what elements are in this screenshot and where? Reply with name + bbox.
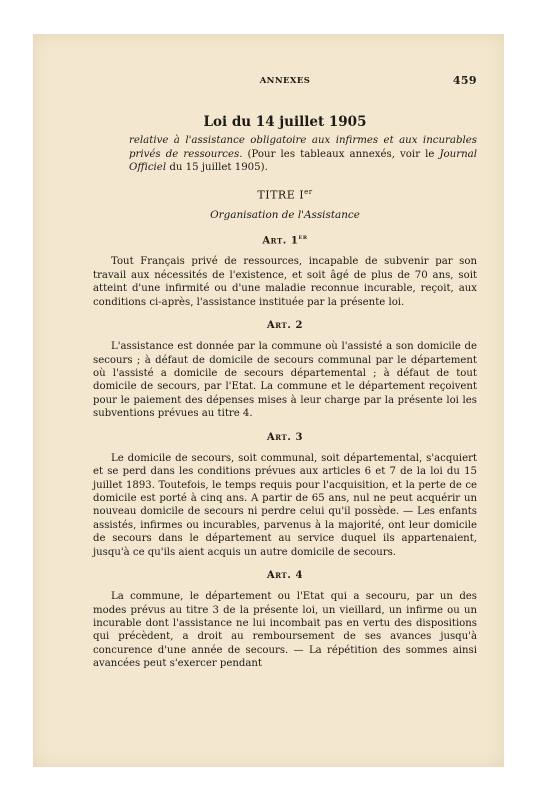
article-4-label: Art. 4	[266, 570, 304, 582]
running-head-section: ANNEXES	[259, 76, 311, 86]
article-1-heading	[93, 230, 477, 248]
page-content	[93, 76, 477, 681]
article-3-label: Art. 3	[266, 431, 304, 443]
article-1-label-sup: er	[298, 233, 308, 242]
subtitle-italic: relative à l'assistance obligatoire aux infirmes et aux incurables privés de ressources.	[129, 135, 477, 160]
titre-label-text: TITRE I	[257, 188, 305, 202]
book-page	[33, 34, 504, 767]
article-1-text: Tout Français privé de ressources, incapable de subvenir par son travail aux nécessités de l'existence, et soit âgé de plus de 70 ans, soit atteint d'une infirmité ou d'une maladie reconnue incurable, reçoit, aux conditions ci-après, l'assistance instituée par la présente loi.	[93, 256, 477, 308]
article-4-text: La commune, le département ou l'Etat qui a secouru, par un des modes prévus au titre 3 de la présente loi, un vieillard, un infirme ou un incurable dont l'assistance ne lui incombait pas en vertu des dispositions qui précèdent, a droit au remboursement de ses avances jusqu'à concurence d'une année de secours. — La répétition des sommes ainsi avancées peut s'exercer pendant	[93, 591, 477, 670]
titre-label	[93, 185, 477, 203]
running-head	[93, 76, 477, 92]
titre-heading: Organisation de l'Assistance	[210, 209, 360, 222]
article-2-heading	[93, 319, 477, 333]
titre-label-sup: er	[304, 187, 313, 196]
article-2-label: Art. 2	[266, 320, 304, 332]
article-3-heading	[93, 431, 477, 445]
subtitle-plain-1: (Pour les tableaux annexés, voir le	[242, 148, 440, 160]
page-number: 459	[452, 74, 477, 87]
subtitle-plain-2: du 15 juillet 1905).	[166, 162, 268, 173]
subtitle-journal: Journal Officiel	[129, 148, 478, 173]
article-4-heading	[93, 569, 477, 583]
law-title: Loi du 14 juillet 1905	[203, 114, 367, 130]
law-subtitle	[93, 134, 477, 175]
article-2-text: L'assistance est donnée par la commune où l'assisté a son domicile de secours ; à défaut de domicile de secours communal par le département où l'assisté a domicile de secours départemental ; à défaut de tout domicile de secours, par l'Etat. La commune et le département reçoivent pour le paiement des dépenses mises à leur charge par la présente loi les subventions prévues au titre 4.	[93, 341, 477, 420]
article-3-text: Le domicile de secours, soit communal, soit départemental, s'acquiert et se perd dans les conditions prévues aux articles 6 et 7 de la loi du 15 juillet 1893. Toutefois, le temps requis pour l'acquisition, et la perte de ce domicile est porté à cinq ans. A partir de 65 ans, nul ne peut acquérir un nouveau domicile de secours ni perdre celui qu'il possède. — Les enfants assistés, infirmes ou incurables, parvenus à la majorité, ont leur domicile de secours dans le département au service duquel ils appartenaient, jusqu'à ce qu'ils aient acquis un autre domicile de secours.	[93, 452, 477, 558]
article-1-label: Art. 1	[262, 235, 299, 247]
